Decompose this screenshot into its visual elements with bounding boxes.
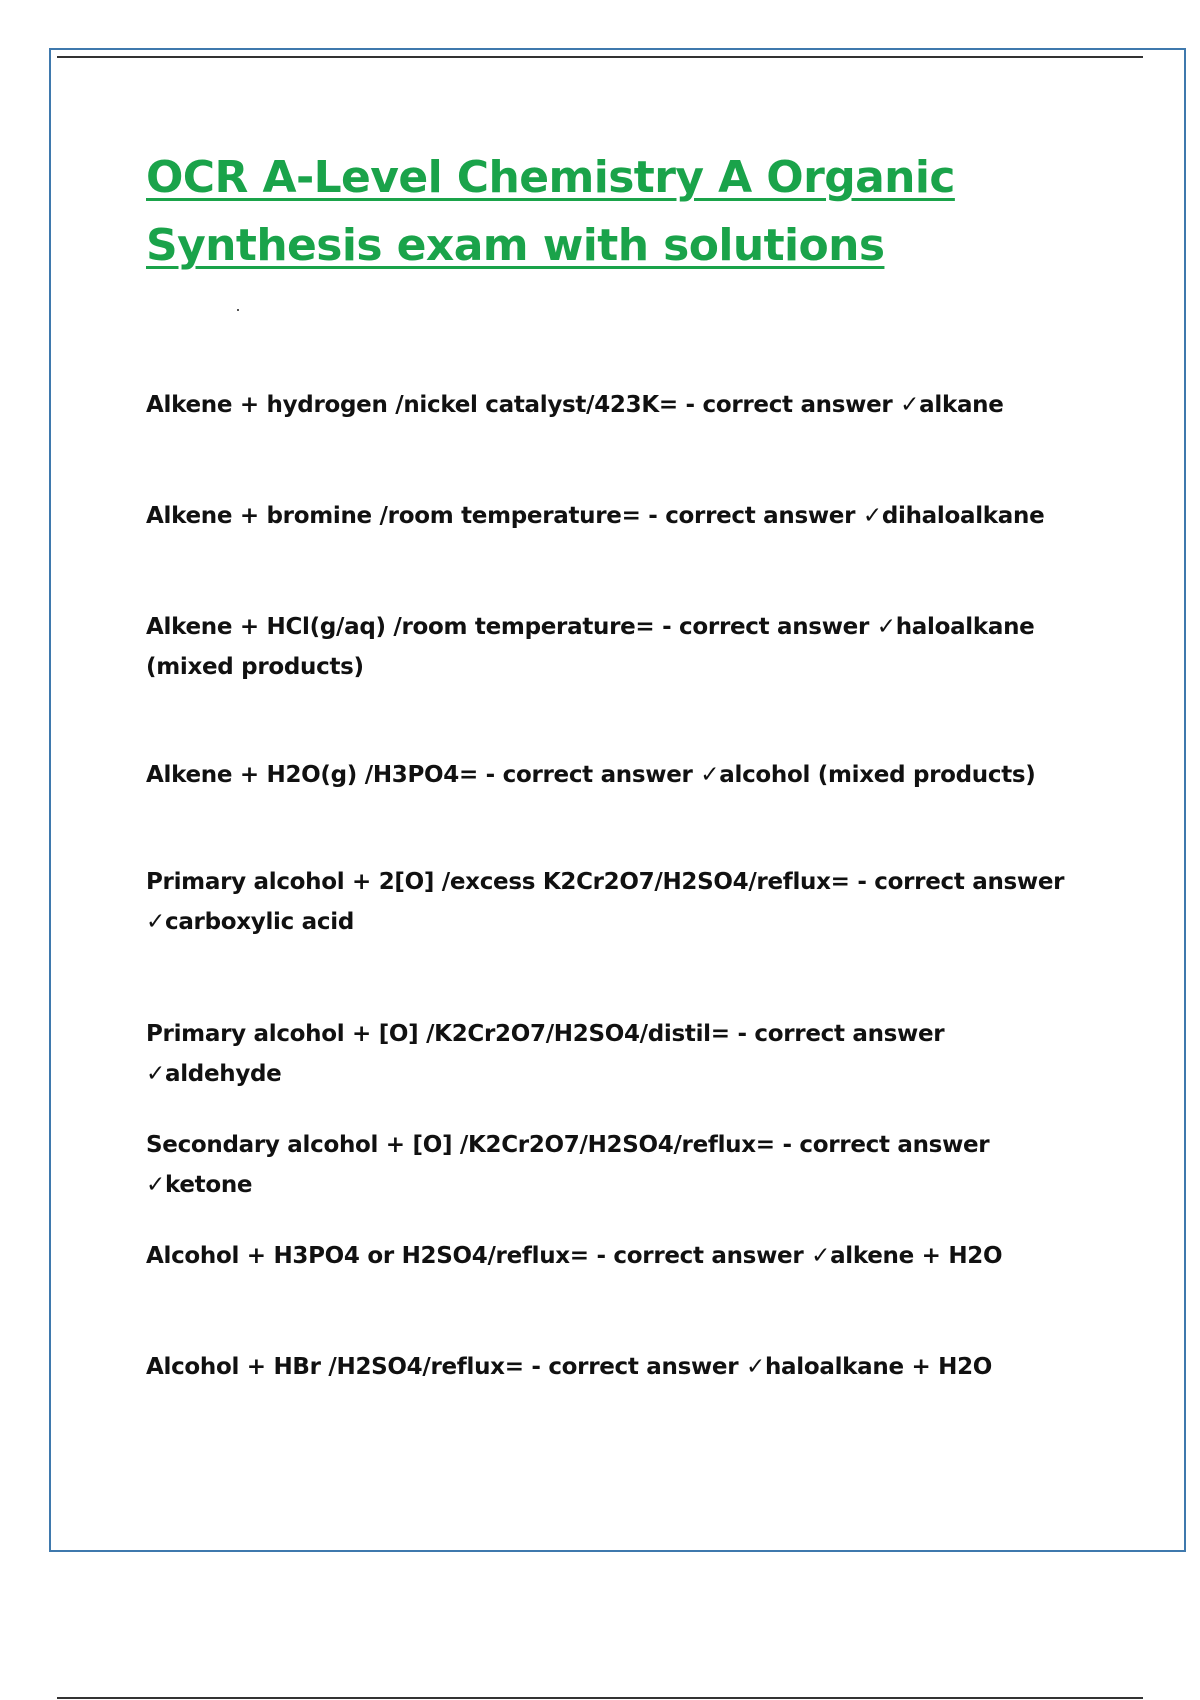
check-icon: ✓	[876, 614, 896, 640]
check-icon: ✓	[811, 1243, 831, 1269]
question-text: Primary alcohol + [O] /K2Cr2O7/H2SO4/distil= - correct answer	[146, 1021, 945, 1047]
qa-item	[146, 1125, 1076, 1205]
check-icon: ✓	[900, 392, 920, 418]
answer-text: carboxylic acid	[164, 909, 354, 935]
answer-text: alkene + H2O	[830, 1243, 1003, 1269]
answer-text: haloalkane (mixed products)	[146, 614, 1035, 680]
question-text: Alcohol + H3PO4 or H2SO4/reflux= - correct answer	[146, 1243, 804, 1269]
qa-item	[146, 607, 1076, 687]
qa-item	[146, 385, 1076, 425]
check-icon: ✓	[146, 1061, 165, 1087]
check-icon: ✓	[146, 1172, 165, 1198]
question-text: Alkene + bromine /room temperature= - correct answer	[146, 503, 856, 529]
answer-text: haloalkane + H2O	[764, 1354, 993, 1380]
question-text: Alkene + HCl(g/aq) /room temperature= - correct answer	[146, 614, 869, 640]
question-text: Primary alcohol + 2[O] /excess K2Cr2O7/H2SO4/reflux= - correct answer	[146, 869, 1065, 895]
question-text: Alcohol + HBr /H2SO4/reflux= - correct answer	[146, 1354, 739, 1380]
check-icon: ✓	[146, 909, 165, 935]
qa-item	[146, 1347, 1076, 1387]
question-text: Secondary alcohol + [O] /K2Cr2O7/H2SO4/reflux= - correct answer	[146, 1132, 990, 1158]
qa-item	[146, 1014, 1076, 1094]
answer-text: alcohol (mixed products)	[719, 762, 1036, 788]
qa-item	[146, 862, 1076, 942]
check-icon: ✓	[862, 503, 882, 529]
check-icon: ✓	[746, 1354, 765, 1380]
top-rule	[57, 56, 1143, 58]
document-title-text: OCR A-Level Chemistry A Organic Synthesis exam with solutions	[146, 152, 955, 271]
bottom-rule	[57, 1697, 1143, 1699]
check-icon: ✓	[700, 762, 720, 788]
question-text: Alkene + hydrogen /nickel catalyst/423K= - correct answer	[146, 392, 893, 418]
question-text: Alkene + H2O(g) /H3PO4= - correct answer	[146, 762, 693, 788]
answer-text: aldehyde	[164, 1061, 282, 1087]
qa-item	[146, 755, 1076, 795]
answer-text: ketone	[164, 1172, 253, 1198]
document-title	[146, 144, 1106, 280]
qa-item	[146, 1236, 1076, 1276]
answer-text: dihaloalkane	[881, 503, 1045, 529]
answer-text: alkane	[919, 392, 1004, 418]
stray-dot	[237, 309, 239, 311]
qa-item	[146, 496, 1076, 536]
